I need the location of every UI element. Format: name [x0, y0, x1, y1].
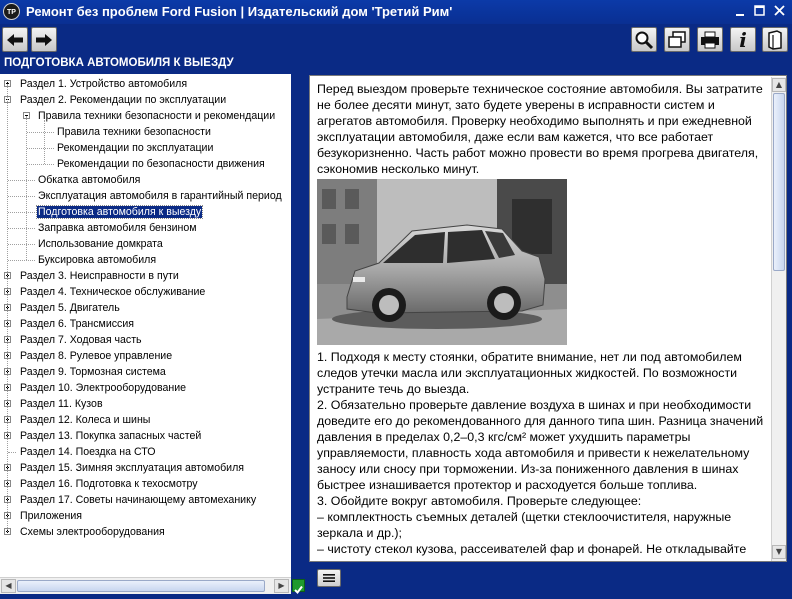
- scroll-down-button[interactable]: ▼: [772, 545, 786, 559]
- tree-item[interactable]: [19, 332, 143, 348]
- close-icon: [770, 2, 789, 20]
- tree-item[interactable]: [56, 140, 214, 156]
- tree-item-label: Раздел 13. Покупка запасных частей: [20, 430, 202, 442]
- minimize-icon: [731, 2, 750, 20]
- car-photo-image: [317, 179, 567, 345]
- tree-item[interactable]: [37, 204, 202, 220]
- tree-item-label: Схемы электрооборудования: [20, 526, 165, 538]
- search-button[interactable]: [631, 27, 657, 52]
- tree-item-label: Раздел 15. Зимняя эксплуатация автомобиля: [20, 462, 244, 474]
- tree-item-label: Приложения: [20, 510, 82, 522]
- article-paragraph-2: 2. Обязательно проверьте давление воздуха в шинах и при необходимости доведите его до рекомендованного для данного типа шин. Разница значений давления в пределах 0,2–0,3 кгс/см² может ухудшить параметры управляемости, плавность хода автомобиля и привести к нежелательному заносу или сносу при торможении. Из-за пониженного давления в шинах быстрее изнашивается протектор и расходуется больше топлива.: [317, 398, 764, 492]
- arrow-left-icon: [6, 33, 24, 47]
- tree-horizontal-scrollbar[interactable]: [0, 577, 291, 594]
- tree-item-label: Эксплуатация автомобиля в гарантийный период: [38, 190, 282, 202]
- tree-item[interactable]: [19, 284, 206, 300]
- bottom-bar: [309, 563, 787, 593]
- article-text: [317, 81, 773, 557]
- scroll-left-button[interactable]: ◀: [1, 579, 16, 593]
- tree-item[interactable]: [19, 412, 151, 428]
- article-scroll-thumb[interactable]: [773, 93, 785, 271]
- tree-item[interactable]: [19, 444, 157, 460]
- back-button[interactable]: [2, 27, 28, 52]
- tree-connector: [8, 260, 35, 261]
- scroll-up-button[interactable]: ▲: [772, 78, 786, 92]
- window-title: Ремонт без проблем Ford Fusion | Издательский дом 'Третий Рим': [26, 4, 453, 19]
- tree-item[interactable]: [19, 268, 180, 284]
- info-button[interactable]: [730, 27, 756, 52]
- tree-item-label: Раздел 12. Колеса и шины: [20, 414, 151, 426]
- tree-item-label: Раздел 14. Поездка на СТО: [20, 446, 156, 458]
- tree-item[interactable]: [19, 364, 167, 380]
- tree-guide-line: [26, 116, 27, 260]
- arrow-right-icon: [35, 33, 53, 47]
- tree-item-label: Буксировка автомобиля: [38, 254, 157, 266]
- tree-item[interactable]: [19, 492, 257, 508]
- maximize-button[interactable]: [750, 2, 769, 20]
- tree-item-label: Раздел 10. Электрооборудование: [20, 382, 187, 394]
- tree-item[interactable]: [37, 172, 141, 188]
- tree-item[interactable]: [19, 524, 166, 540]
- car-photo: [317, 179, 567, 345]
- tree-item[interactable]: [19, 396, 104, 412]
- tree-connector: [27, 148, 54, 149]
- tree-connector: [27, 132, 54, 133]
- tree-item-label: Раздел 1. Устройство автомобиля: [20, 78, 188, 90]
- article-vertical-scrollbar[interactable]: [771, 77, 786, 561]
- tree-item-label: Подготовка автомобиля к выезду: [38, 206, 202, 218]
- info-icon: i: [739, 27, 747, 52]
- checkmark-icon[interactable]: [292, 579, 305, 592]
- tree-item[interactable]: [19, 476, 199, 492]
- tree-item-label: Раздел 17. Советы начинающему автомеханику: [20, 494, 257, 506]
- tree-item[interactable]: [37, 252, 157, 268]
- tree-item[interactable]: [19, 300, 121, 316]
- copy-pages-icon: [667, 31, 687, 49]
- tree-item[interactable]: [19, 508, 83, 524]
- tree-item[interactable]: [37, 188, 283, 204]
- tree-item[interactable]: [19, 380, 187, 396]
- book-icon: [766, 30, 784, 50]
- tree-item-label: Правила техники безопасности и рекомендации: [38, 110, 276, 122]
- tree-item-label: Обкатка автомобиля: [38, 174, 141, 186]
- toolbar: [0, 24, 792, 56]
- article-paragraph-3: 3. Обойдите вокруг автомобиля. Проверьте следующее:: [317, 494, 642, 508]
- tree-item-label: Раздел 6. Трансмиссия: [20, 318, 134, 330]
- maximize-icon: [750, 2, 769, 20]
- tree-item-label: Раздел 2. Рекомендации по эксплуатации: [20, 94, 227, 106]
- close-button[interactable]: [770, 2, 789, 20]
- article-intro: Перед выездом проверьте техническое состояние автомобиля. Вы затратите не более десяти минут, зато будете уверены в исправности систем и агрегатов автомобиля. Проверку необходимо выполнять и при ежедневной эксплуатации автомобиля, даже если вам кажется, что все работает безукоризненно. Часть работ можно провести во время прогрева двигателя, сэкономив несколько минут.: [317, 82, 763, 176]
- tree-item-label: Раздел 11. Кузов: [20, 398, 103, 410]
- tree-item-label: Использование домкрата: [38, 238, 163, 250]
- tree-item[interactable]: [37, 236, 164, 252]
- book-button[interactable]: [762, 27, 788, 52]
- forward-button[interactable]: [31, 27, 57, 52]
- tree-connector: [8, 196, 35, 197]
- minimize-button[interactable]: [731, 2, 750, 20]
- tree-item[interactable]: [19, 76, 188, 92]
- article-paragraph-4: – комплектность съемных деталей (щетки стеклоочистителя, наружные зеркала и др.);: [317, 510, 732, 540]
- magnifier-icon: [634, 30, 654, 50]
- article-pane: [309, 75, 787, 562]
- section-title: ПОДГОТОВКА АВТОМОБИЛЯ К ВЫЕЗДУ: [4, 57, 234, 69]
- tree-item-label: Рекомендации по эксплуатации: [57, 142, 214, 154]
- tree-item[interactable]: [37, 220, 198, 236]
- tree-item-label: Заправка автомобиля бензином: [38, 222, 197, 234]
- tree-item[interactable]: [19, 348, 173, 364]
- tree-connector: [8, 244, 35, 245]
- section-title-bar: [0, 56, 792, 73]
- copy-button[interactable]: [664, 27, 690, 52]
- tree-connector: [8, 228, 35, 229]
- article-paragraph-1: 1. Подходя к месту стоянки, обратите внимание, нет ли под автомобилем следов утечки масла или эксплуатационных жидкостей. По возможности устраните течь до выезда.: [317, 350, 742, 396]
- toggle-list-button[interactable]: [317, 569, 341, 587]
- tree-item-label: Раздел 4. Техническое обслуживание: [20, 286, 206, 298]
- app-logo-icon: ТР: [3, 3, 20, 20]
- tree-item-label: Раздел 16. Подготовка к техосмотру: [20, 478, 198, 490]
- tree-connector: [8, 212, 35, 213]
- title-bar: [0, 0, 792, 24]
- scroll-thumb[interactable]: [17, 580, 265, 592]
- article-paragraph-5: – чистоту стекол кузова, рассеивателей фар и фонарей. Не откладывайте: [317, 542, 747, 556]
- tree-item-label: Правила техники безопасности: [57, 126, 211, 138]
- tree-connector: [8, 180, 35, 181]
- tree-item-label: Раздел 7. Ходовая часть: [20, 334, 142, 346]
- tree-item[interactable]: [19, 460, 245, 476]
- contents-tree: [0, 74, 291, 577]
- scroll-right-button[interactable]: ▶: [274, 579, 289, 593]
- tree-item[interactable]: [56, 156, 266, 172]
- list-icon: [318, 570, 340, 586]
- tree-item[interactable]: [19, 92, 227, 108]
- tree-item[interactable]: [19, 428, 202, 444]
- tree-guide-line: [7, 84, 8, 532]
- print-button[interactable]: [697, 27, 723, 52]
- tree-item[interactable]: [56, 124, 212, 140]
- tree-connector: [8, 452, 16, 453]
- tree-item-label: Раздел 3. Неисправности в пути: [20, 270, 179, 282]
- tree-connector: [27, 164, 54, 165]
- tree-item-label: Рекомендации по безопасности движения: [57, 158, 265, 170]
- tree-guide-line: [44, 120, 45, 164]
- printer-icon: [700, 31, 720, 49]
- tree-item-label: Раздел 9. Тормозная система: [20, 366, 166, 378]
- tree-item-label: Раздел 8. Рулевое управление: [20, 350, 173, 362]
- tree-item[interactable]: [37, 108, 276, 124]
- tree-item-label: Раздел 5. Двигатель: [20, 302, 120, 314]
- tree-item[interactable]: [19, 316, 135, 332]
